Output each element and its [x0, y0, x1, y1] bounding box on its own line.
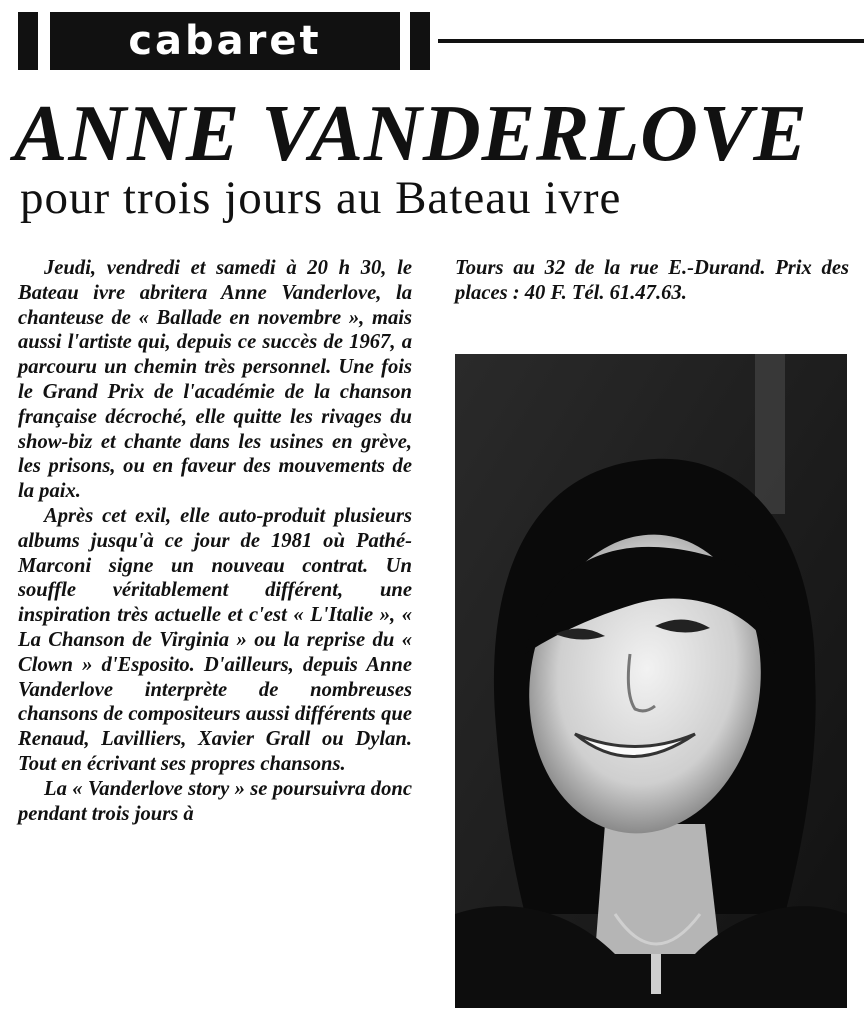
paragraph-2: Après cet exil, elle auto-produit plusieurs albums jusqu'à ce jour de 1981 où Pathé-Marconi signe un nouveau contrat. Un souffle véritablement différent, une inspiration très actuelle et c'est « L'Italie », « La Chanson de Virginia » ou la reprise du « Clown » d'Esposito. D'ailleurs, depuis Anne Vanderlove interprète de nombreuses chansons de compositeurs aussi différents que Renaud, Lavilliers, Xavier Grall ou Dylan. Tout en écrivant ses propres chansons. [18, 504, 412, 775]
paragraph-1: Jeudi, vendredi et samedi à 20 h 30, le Bateau ivre abritera Anne Vanderlove, la chanteuse de « Ballade en novembre », mais aussi l'artiste qui, depuis ce succès de 1967, a parcouru un chemin très personnel. Une fois le Grand Prix de l'académie de la chanson française décroché, elle quitte les rivages du show-biz et chante dans les usines en grève, les prisons, ou en faveur des mouvements de la paix. [18, 257, 412, 503]
paragraph-continued: Tours au 32 de la rue E.-Durand. Prix des places : 40 F. Tél. 61.47.63. [455, 257, 849, 304]
rubric-bar-right [410, 12, 430, 70]
portrait-illustration [455, 354, 847, 1008]
article-column-left [18, 256, 412, 826]
paragraph-3: La « Vanderlove story » se poursuivra donc pendant trois jours à [18, 777, 412, 825]
rubric-bar-left [18, 12, 38, 70]
rubric-label: cabaret [50, 12, 400, 70]
portrait-photo [455, 354, 847, 1008]
rubric-banner [18, 10, 864, 72]
subheadline: pour trois jours au Bateau ivre [20, 172, 622, 224]
rubric-rule [438, 39, 864, 43]
headline: ANNE VANDERLOVE [14, 90, 808, 178]
article-column-right [455, 256, 849, 306]
